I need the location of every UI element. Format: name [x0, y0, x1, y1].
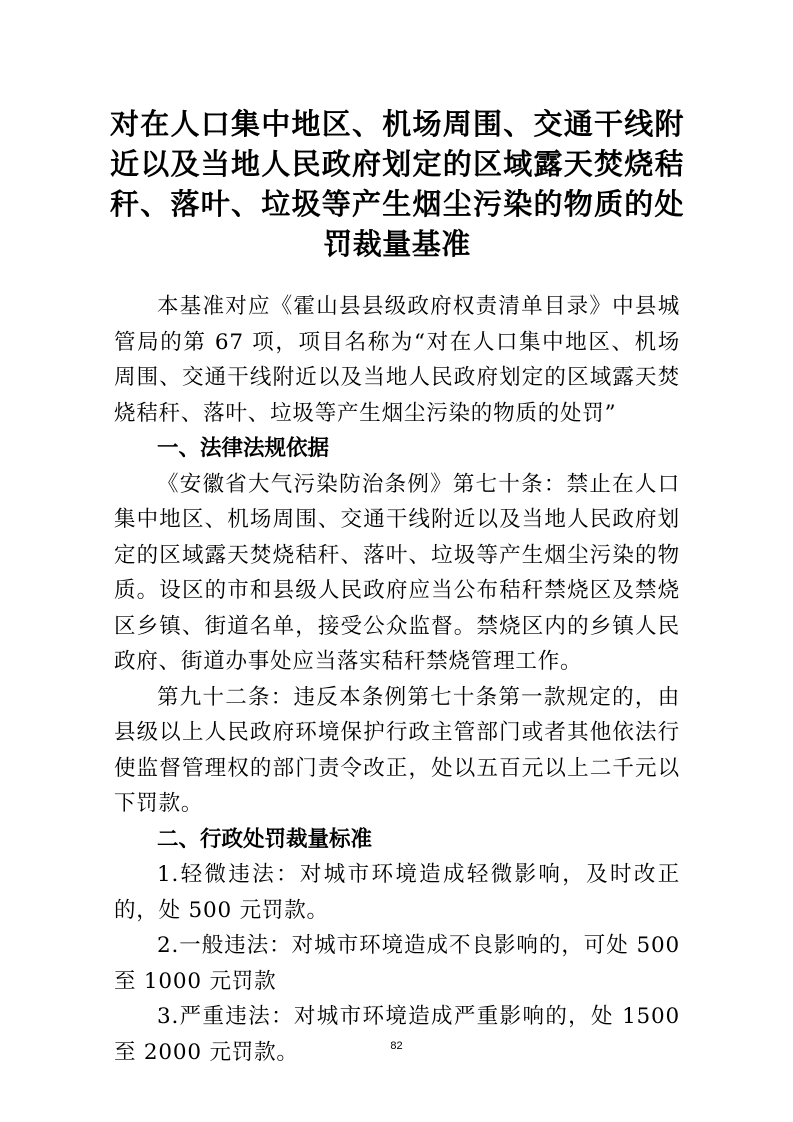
penalty-item-minor: 1.轻微违法：对城市环境造成轻微影响，及时改正的，处 500 元罚款。: [114, 862, 680, 923]
intro-paragraph: 本基准对应《霍山县县级政府权责清单目录》中县城管局的第 67 项，项目名称为“对在人口集中地区、机场周围、交通干线附近以及当地人民政府划定的区域露天焚烧秸秆、落叶、垃圾等产生烟尘污染的物质的处罚”: [114, 294, 680, 426]
penalty-item-serious: 3.严重违法：对城市环境造成严重影响的，处 1500 至 2000 元罚款。: [114, 1004, 680, 1065]
document-body: [114, 289, 680, 1070]
document-title: 对在人口集中地区、机场周围、交通干线附近以及当地人民政府划定的区域露天焚烧秸秆、落叶、垃圾等产生烟尘污染的物质的处罚裁量基准: [110, 107, 684, 261]
penalty-item-general: 2.一般违法：对城市环境造成不良影响的，可处 500 至 1000 元罚款: [114, 933, 680, 994]
page-number: 82: [390, 1040, 403, 1052]
section-heading-penalty-standard: 二、行政处罚裁量标准: [157, 826, 373, 852]
legal-basis-paragraph-2: 第九十二条：违反本条例第七十条第一款规定的，由县级以上人民政府环境保护行政主管部门或者其他依法行使监督管理权的部门责令改正，处以五百元以上二千元以下罚款。: [114, 684, 680, 816]
legal-basis-paragraph-1: 《安徽省大气污染防治条例》第七十条：禁止在人口集中地区、机场周围、交通干线附近以及当地人民政府划定的区域露天焚烧秸秆、落叶、垃圾等产生烟尘污染的物质。设区的市和县级人民政府应当公布秸秆禁烧区及禁烧区乡镇、街道名单，接受公众监督。禁烧区内的乡镇人民政府、街道办事处应当落实秸秆禁烧管理工作。: [114, 471, 680, 674]
section-heading-legal-basis: 一、法律法规依据: [157, 436, 330, 461]
